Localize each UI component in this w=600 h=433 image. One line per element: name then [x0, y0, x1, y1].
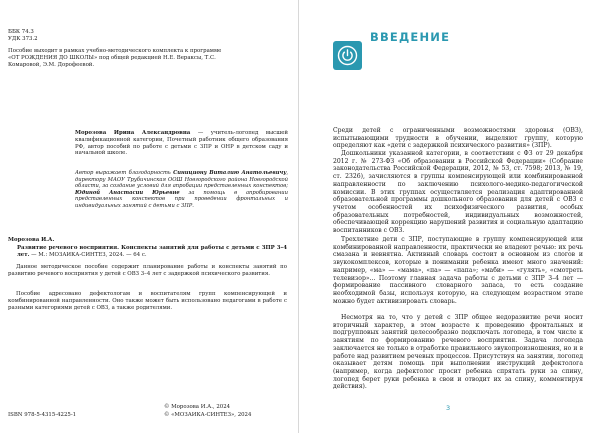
page-number: 3	[446, 404, 451, 412]
description-paragraph-2: Пособие адресовано дефектологам и воспитателям групп компенсирующей и комбинированной направленности. Оно также может быть использовано педагогами в работе с разными категориями детей с ОВЗ, а также родителями.	[8, 291, 287, 311]
catalog-author: Морозова И.А.	[8, 237, 55, 243]
thanks-middle: , директору МАОУ Трубичинская ООШ Новгородского района Новгородской области, за создание условий для апробации представленных конспектов;	[75, 170, 288, 190]
intro-paragraph-1: Среди детей с ограниченными возможностями здоровья (ОВЗ), испытывающими трудности в обучении, выделяют группу, которую определяют как «дети с задержкой психического развития» (ЗПР).	[333, 127, 583, 150]
section-icon-badge	[333, 41, 362, 70]
isbn: ISBN 978-5-4315-4225-1	[8, 412, 77, 418]
intro-paragraph-4: Несмотря на то, что у детей с ЗПР общее недоразвитие речи носит вторичный характер, в этом возрасте к проведению фронтальных и подгрупповых занятий целесообразно подключать логопеда, в том числе к занятиям по формированию речевого восприятия. Задача логопеда заключается не только в отработке правильного звукопроизношения, но и в работе над развитием речевых процессов. Присутствуя на занятии, логопед оказывает детям помощь при выполнении инструкций дефектолога (например, когда дефектолог просит ребенка спрятать руки за спину, логопед берет руки ребенка в свои и отводит их за спину, комментируя действия).	[333, 314, 583, 391]
left-page	[0, 0, 299, 433]
description-paragraph-1: Данное методическое пособие содержит планирование работы и конспекты занятий по развитию речевого восприятия у детей с ОВЗ 3–4 лет с задержкой психического развития.	[8, 264, 287, 277]
author-bio-name: Морозова Ирина Александровна	[75, 130, 191, 136]
author-bio-text: — учитель-логопед высшей квалификационной категории, Почетный работник общего образования РФ, автор пособий по работе с детьми с ЗПР и ОНР в детском саду и начальной школе.	[75, 130, 288, 157]
power-button-icon	[337, 45, 358, 66]
author-bio	[75, 130, 288, 157]
thanks-name-2: Юдиной Анастасии Юрьевне	[75, 189, 180, 196]
section-heading: ВВЕДЕНИЕ	[370, 30, 451, 44]
intro-paragraph-3: Трехлетние дети с ЗПР, поступающие в группу компенсирующей или комбинированной направленности, практически не владеют речью: их речь смазана и невнятна. Активный словарь состоит в основном из слогов и звукокомплексов, которые в понимании ребенка имеют много значений: например, «ма» — «мама», «па» — «папа»; «маби» — «гулять», «смотреть телевизор»... Поэтому главная задача работы с детьми с ЗПР 3–4 лет — формирование пассивного словарного запаса, то есть создание необходимой базы, используя которую, на следующем возрастном этапе можно будет активизировать словарь.	[333, 236, 583, 305]
catalog-title: Развитие речевого восприятия. Конспекты занятий для работы с детьми с ЗПР 3–4 лет.	[17, 245, 287, 258]
thanks-end: за помощь в апробировании представленных конспектов при проведении фронтальных и индивидуальных занятий с детьми с ЗПР.	[75, 189, 288, 209]
bbk-code: ББК 74.3	[8, 29, 34, 35]
intro-paragraph-2: Дошкольники указанной категории, в соответствии с ФЗ от 29 декабря 2012 г. № 273-ФЗ «Об образовании в Российской Федерации» (Собрание законодательства Российской Федерации, 2012, № 53, ст. 7598; 2013, № 19, ст. 2326), зачисляются в группы компенсирующей или комбинированной направленности по заключению психолого-медико-педагогической комиссии. В этих группах осуществляется реализация адаптированной образовательной программы дошкольного образования для детей с ОВЗ с учетом особенностей их психофизического развития, особых образовательных потребностей, индивидуальных возможностей, обеспечивающей коррекцию нарушений развития и социальную адаптацию воспитанников с ОВЗ.	[333, 150, 583, 235]
acknowledgements	[75, 170, 288, 210]
catalog-publisher: — М.: МОЗАИКА-СИНТЕЗ, 2024. — 64 с.	[29, 251, 147, 258]
thanks-intro: Автор выражает благодарность	[75, 170, 174, 176]
thanks-name-1: Синициону Виталию Анатольевичу	[173, 170, 287, 176]
udk-code: УДК 373.2	[8, 36, 38, 42]
series-note: Пособие выходит в рамках учебно-методического комплекта к программе «ОТ РОЖДЕНИЯ ДО ШКОЛЫ» под общей редакцией Н.Е. Вераксы, Т.С. Комаровой, Э.М. Дорофеевой.	[8, 48, 222, 68]
copyright-author: © Морозова И.А., 2024	[164, 404, 231, 410]
copyright-publisher: © «МОЗАИКА-СИНТЕЗ», 2024	[164, 412, 252, 418]
catalog-entry	[17, 245, 287, 259]
